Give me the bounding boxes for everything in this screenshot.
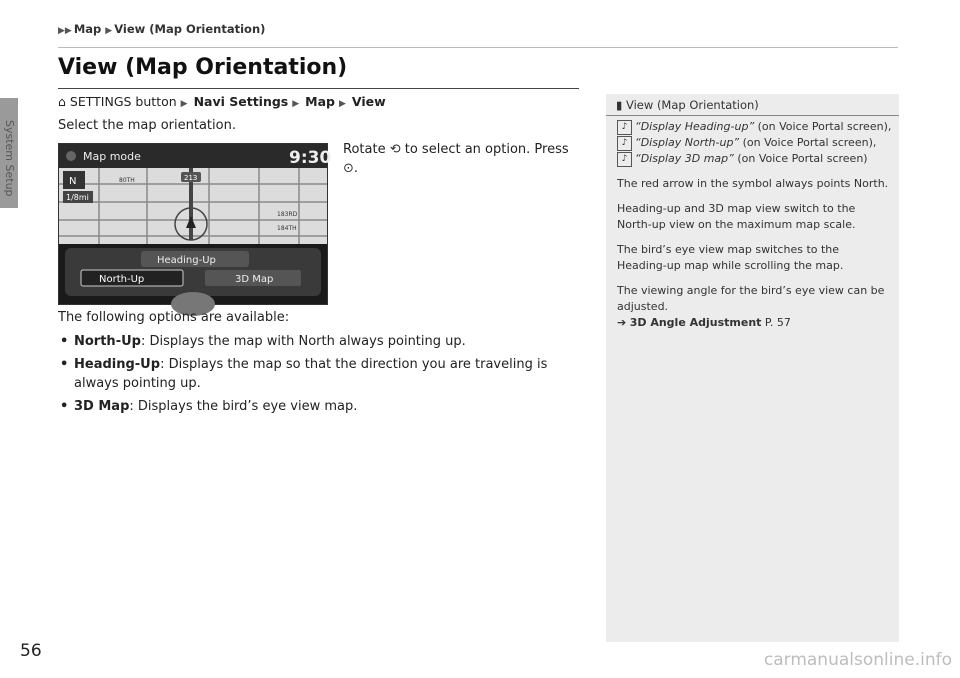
header-rule — [58, 47, 898, 48]
route-badge: 213 — [184, 174, 198, 182]
notes-sidebar — [606, 94, 899, 642]
title-rule — [58, 88, 579, 89]
voice-commands: ♪ “Display Heading-up” (on Voice Portal screen), ♪ “Display North-up” (on Voice Portal screen), ♪ “Display 3D map” (on Voice Portal screen) — [617, 119, 892, 167]
breadcrumb-current: View (Map Orientation) — [114, 22, 266, 36]
triangle-icon: ▶ — [180, 99, 188, 109]
triangle-icon: ▶ — [338, 99, 346, 109]
note-scrolling: The bird’s eye view map switches to the Heading-up map while scrolling the map. — [617, 243, 844, 272]
svg-text:80TH: 80TH — [119, 177, 135, 184]
menu-icon — [66, 151, 76, 161]
path-start: SETTINGS button — [69, 94, 177, 109]
note-max-scale: Heading-up and 3D map view switch to the North-up view on the maximum map scale. — [617, 202, 856, 231]
sidebar-heading: ▮ View (Map Orientation) — [616, 98, 759, 112]
page-number: 56 — [20, 641, 42, 661]
screen-header-label: Map mode — [83, 150, 141, 163]
reference-link[interactable]: 3D Angle Adjustment — [629, 316, 762, 329]
svg-text:184TH: 184TH — [277, 225, 297, 232]
triangle-icon: ▶ — [292, 99, 300, 109]
interface-dial-icon: ⟲ — [389, 142, 401, 157]
path-step-navi: Navi Settings — [193, 94, 289, 109]
rotate-instruction: Rotate ⟲ to select an option. Press ⊙. — [343, 142, 569, 176]
north-icon: N — [69, 176, 77, 187]
breadcrumb — [58, 22, 265, 36]
svg-text:183RD: 183RD — [277, 211, 298, 218]
list-item: • 3D Map: Displays the bird’s eye view map. — [58, 397, 578, 416]
reference-page: P. 57 — [764, 316, 791, 329]
voice-icon: ♪ — [617, 120, 632, 135]
list-item: • Heading-Up: Displays the map so that the direction you are traveling is always pointing up. — [58, 355, 578, 393]
watermark: carmanualsonline.info — [763, 650, 952, 670]
instruction: Select the map orientation. — [58, 118, 236, 133]
note-red-arrow: The red arrow in the symbol always points North. — [617, 177, 889, 190]
note-viewing-angle: The viewing angle for the bird’s eye view can be adjusted. ➔ 3D Angle Adjustment P. 57 — [617, 284, 885, 329]
options-list — [58, 332, 578, 420]
option-north-up: North-Up — [99, 274, 145, 285]
screen-clock: 9:30 — [289, 148, 332, 168]
enter-button-icon: ⊙ — [343, 161, 354, 176]
menu-path — [58, 94, 386, 109]
option-3d-map: 3D Map — [235, 274, 274, 285]
note-icon: ▮ — [616, 98, 623, 112]
map-scale: 1/8mi — [66, 193, 89, 202]
voice-icon: ♪ — [617, 136, 632, 151]
map-mode-screen — [58, 143, 332, 305]
list-item: • North-Up: Displays the map with North always pointing up. — [58, 332, 578, 351]
option-heading-up: Heading-Up — [157, 255, 216, 266]
sidebar-rule — [606, 115, 899, 116]
section-tab-label: System Setup — [3, 120, 16, 197]
home-icon: ⌂ — [58, 94, 66, 109]
reference-icon: ➔ — [617, 316, 627, 329]
page-title: View (Map Orientation) — [58, 55, 348, 80]
path-step-map: Map — [305, 94, 335, 109]
path-step-view: View — [351, 94, 386, 109]
breadcrumb-map[interactable]: Map — [73, 22, 102, 36]
options-intro: The following options are available: — [58, 310, 290, 325]
triangle-icon: ▶ — [105, 26, 113, 36]
triangle-icon: ▶▶ — [58, 26, 72, 36]
voice-icon: ♪ — [617, 152, 632, 167]
